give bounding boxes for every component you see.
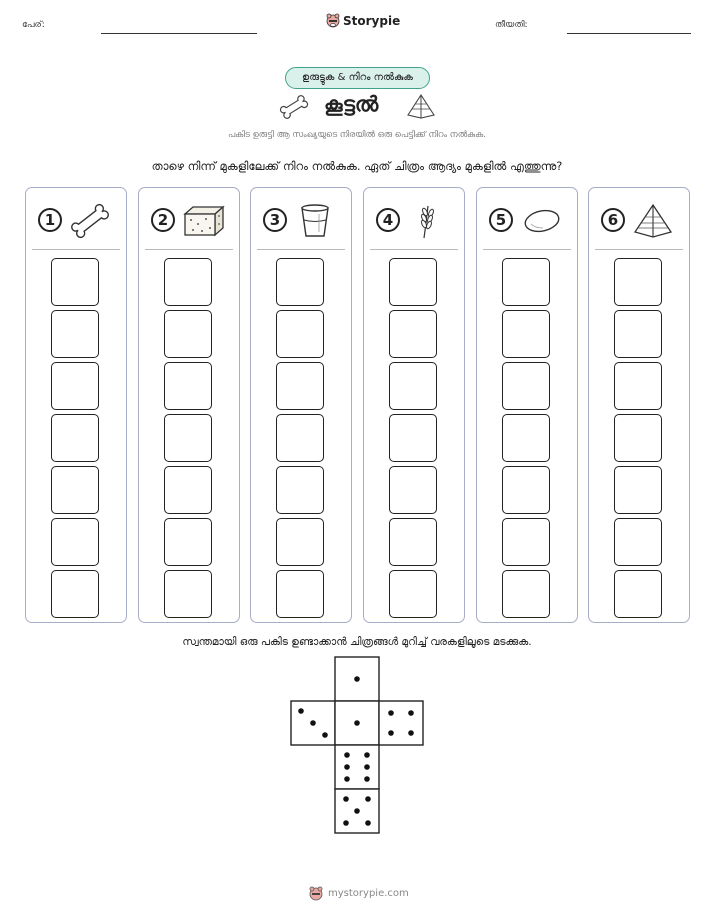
page-title: കൂട്ടൽ — [324, 92, 379, 116]
column-header — [485, 202, 569, 242]
column-header — [147, 202, 231, 242]
pip — [408, 730, 414, 736]
footer — [308, 885, 409, 901]
column-number: 4 — [376, 208, 400, 232]
color-box[interactable] — [164, 518, 212, 566]
color-box[interactable] — [502, 466, 550, 514]
name-field[interactable] — [101, 33, 257, 34]
pyramid-icon — [631, 202, 675, 240]
color-box[interactable] — [51, 362, 99, 410]
color-box[interactable] — [51, 414, 99, 462]
column-divider — [32, 249, 120, 250]
color-box[interactable] — [51, 570, 99, 618]
footer-url[interactable]: mystorypie.com — [328, 887, 409, 899]
pip — [365, 820, 371, 826]
column-number: 6 — [601, 208, 625, 232]
column-6 — [588, 187, 690, 623]
pip — [354, 808, 360, 814]
brand-logo — [326, 13, 400, 29]
pip — [364, 776, 370, 782]
color-box[interactable] — [164, 362, 212, 410]
color-box[interactable] — [51, 518, 99, 566]
color-box[interactable] — [389, 362, 437, 410]
column-divider — [595, 249, 683, 250]
storypie-mascot-icon — [308, 885, 324, 901]
column-1 — [25, 187, 127, 623]
title-row — [0, 92, 714, 122]
color-box[interactable] — [502, 362, 550, 410]
color-box[interactable] — [164, 258, 212, 306]
column-number: 1 — [38, 208, 62, 232]
column-5 — [476, 187, 578, 623]
color-box[interactable] — [51, 466, 99, 514]
cut-instruction: സ്വന്തമായി ഒരു പകിട ഉണ്ടാക്കാൻ ചിത്രങ്ങൾ മുറിച്ച് വരകളിലൂടെ മടക്കുക. — [182, 636, 532, 648]
color-box[interactable] — [276, 258, 324, 306]
bone-icon — [278, 94, 310, 120]
color-box[interactable] — [502, 414, 550, 462]
color-box[interactable] — [502, 258, 550, 306]
wheat-icon — [406, 202, 450, 240]
color-box[interactable] — [614, 362, 662, 410]
sponge-icon — [181, 202, 225, 240]
color-box[interactable] — [276, 466, 324, 514]
column-number: 3 — [263, 208, 287, 232]
color-box[interactable] — [389, 414, 437, 462]
brand-name: Storypie — [343, 14, 401, 28]
color-box[interactable] — [276, 518, 324, 566]
activity-badge: ഉരുട്ടുക & നിറം നൽകുക — [285, 67, 430, 89]
color-box[interactable] — [276, 362, 324, 410]
column-header — [597, 202, 681, 242]
color-box[interactable] — [614, 310, 662, 358]
dice-net[interactable] — [290, 656, 426, 836]
subtitle: പകിട ഉരുട്ടി ആ സംഖ്യയുടെ നിരയിൽ ഒരു പെട്ടിക്ക് നിറം നൽകുക. — [228, 130, 486, 140]
color-box[interactable] — [276, 310, 324, 358]
pip — [344, 776, 350, 782]
column-divider — [145, 249, 233, 250]
column-2 — [138, 187, 240, 623]
color-box[interactable] — [276, 570, 324, 618]
die-face-4 — [379, 701, 423, 745]
color-box[interactable] — [502, 310, 550, 358]
color-box[interactable] — [502, 518, 550, 566]
column-header — [372, 202, 456, 242]
pip — [354, 720, 360, 726]
stone-icon — [519, 202, 563, 240]
storypie-mascot-icon — [326, 13, 340, 29]
color-box[interactable] — [164, 570, 212, 618]
pip — [344, 764, 350, 770]
instruction: താഴെ നിന്ന് മുകളിലേക്ക് നിറം നൽകുക. ഏത് ചിത്രം ആദ്യം മുകളിൽ എത്തുന്നു? — [151, 159, 563, 173]
color-box[interactable] — [51, 310, 99, 358]
name-label: പേര്: — [22, 20, 45, 30]
pip — [364, 764, 370, 770]
pip — [310, 720, 316, 726]
pip — [365, 796, 371, 802]
color-box[interactable] — [614, 570, 662, 618]
color-box[interactable] — [389, 466, 437, 514]
pip — [388, 730, 394, 736]
pip — [388, 710, 394, 716]
bone-icon — [68, 202, 112, 240]
column-number: 2 — [151, 208, 175, 232]
pip — [408, 710, 414, 716]
color-box[interactable] — [614, 258, 662, 306]
column-header — [259, 202, 343, 242]
color-box[interactable] — [614, 466, 662, 514]
column-divider — [483, 249, 571, 250]
color-box[interactable] — [389, 258, 437, 306]
color-box[interactable] — [614, 414, 662, 462]
color-box[interactable] — [389, 310, 437, 358]
color-box[interactable] — [389, 518, 437, 566]
pip — [322, 732, 328, 738]
color-box[interactable] — [502, 570, 550, 618]
color-box[interactable] — [164, 466, 212, 514]
color-box[interactable] — [389, 570, 437, 618]
date-label: തീയതി: — [495, 20, 528, 30]
pip — [298, 708, 304, 714]
column-header — [34, 202, 118, 242]
column-divider — [257, 249, 345, 250]
column-number: 5 — [489, 208, 513, 232]
color-box[interactable] — [614, 518, 662, 566]
pip — [344, 752, 350, 758]
die-face-6 — [335, 745, 379, 789]
cup-icon — [293, 202, 337, 240]
color-box[interactable] — [51, 258, 99, 306]
date-field[interactable] — [567, 33, 691, 34]
column-divider — [370, 249, 458, 250]
column-4 — [363, 187, 465, 623]
color-box[interactable] — [164, 414, 212, 462]
pip — [364, 752, 370, 758]
color-box[interactable] — [164, 310, 212, 358]
pyramid-icon — [406, 93, 436, 119]
pip — [354, 676, 360, 682]
pip — [343, 820, 349, 826]
column-3 — [250, 187, 352, 623]
color-box[interactable] — [276, 414, 324, 462]
pip — [343, 796, 349, 802]
